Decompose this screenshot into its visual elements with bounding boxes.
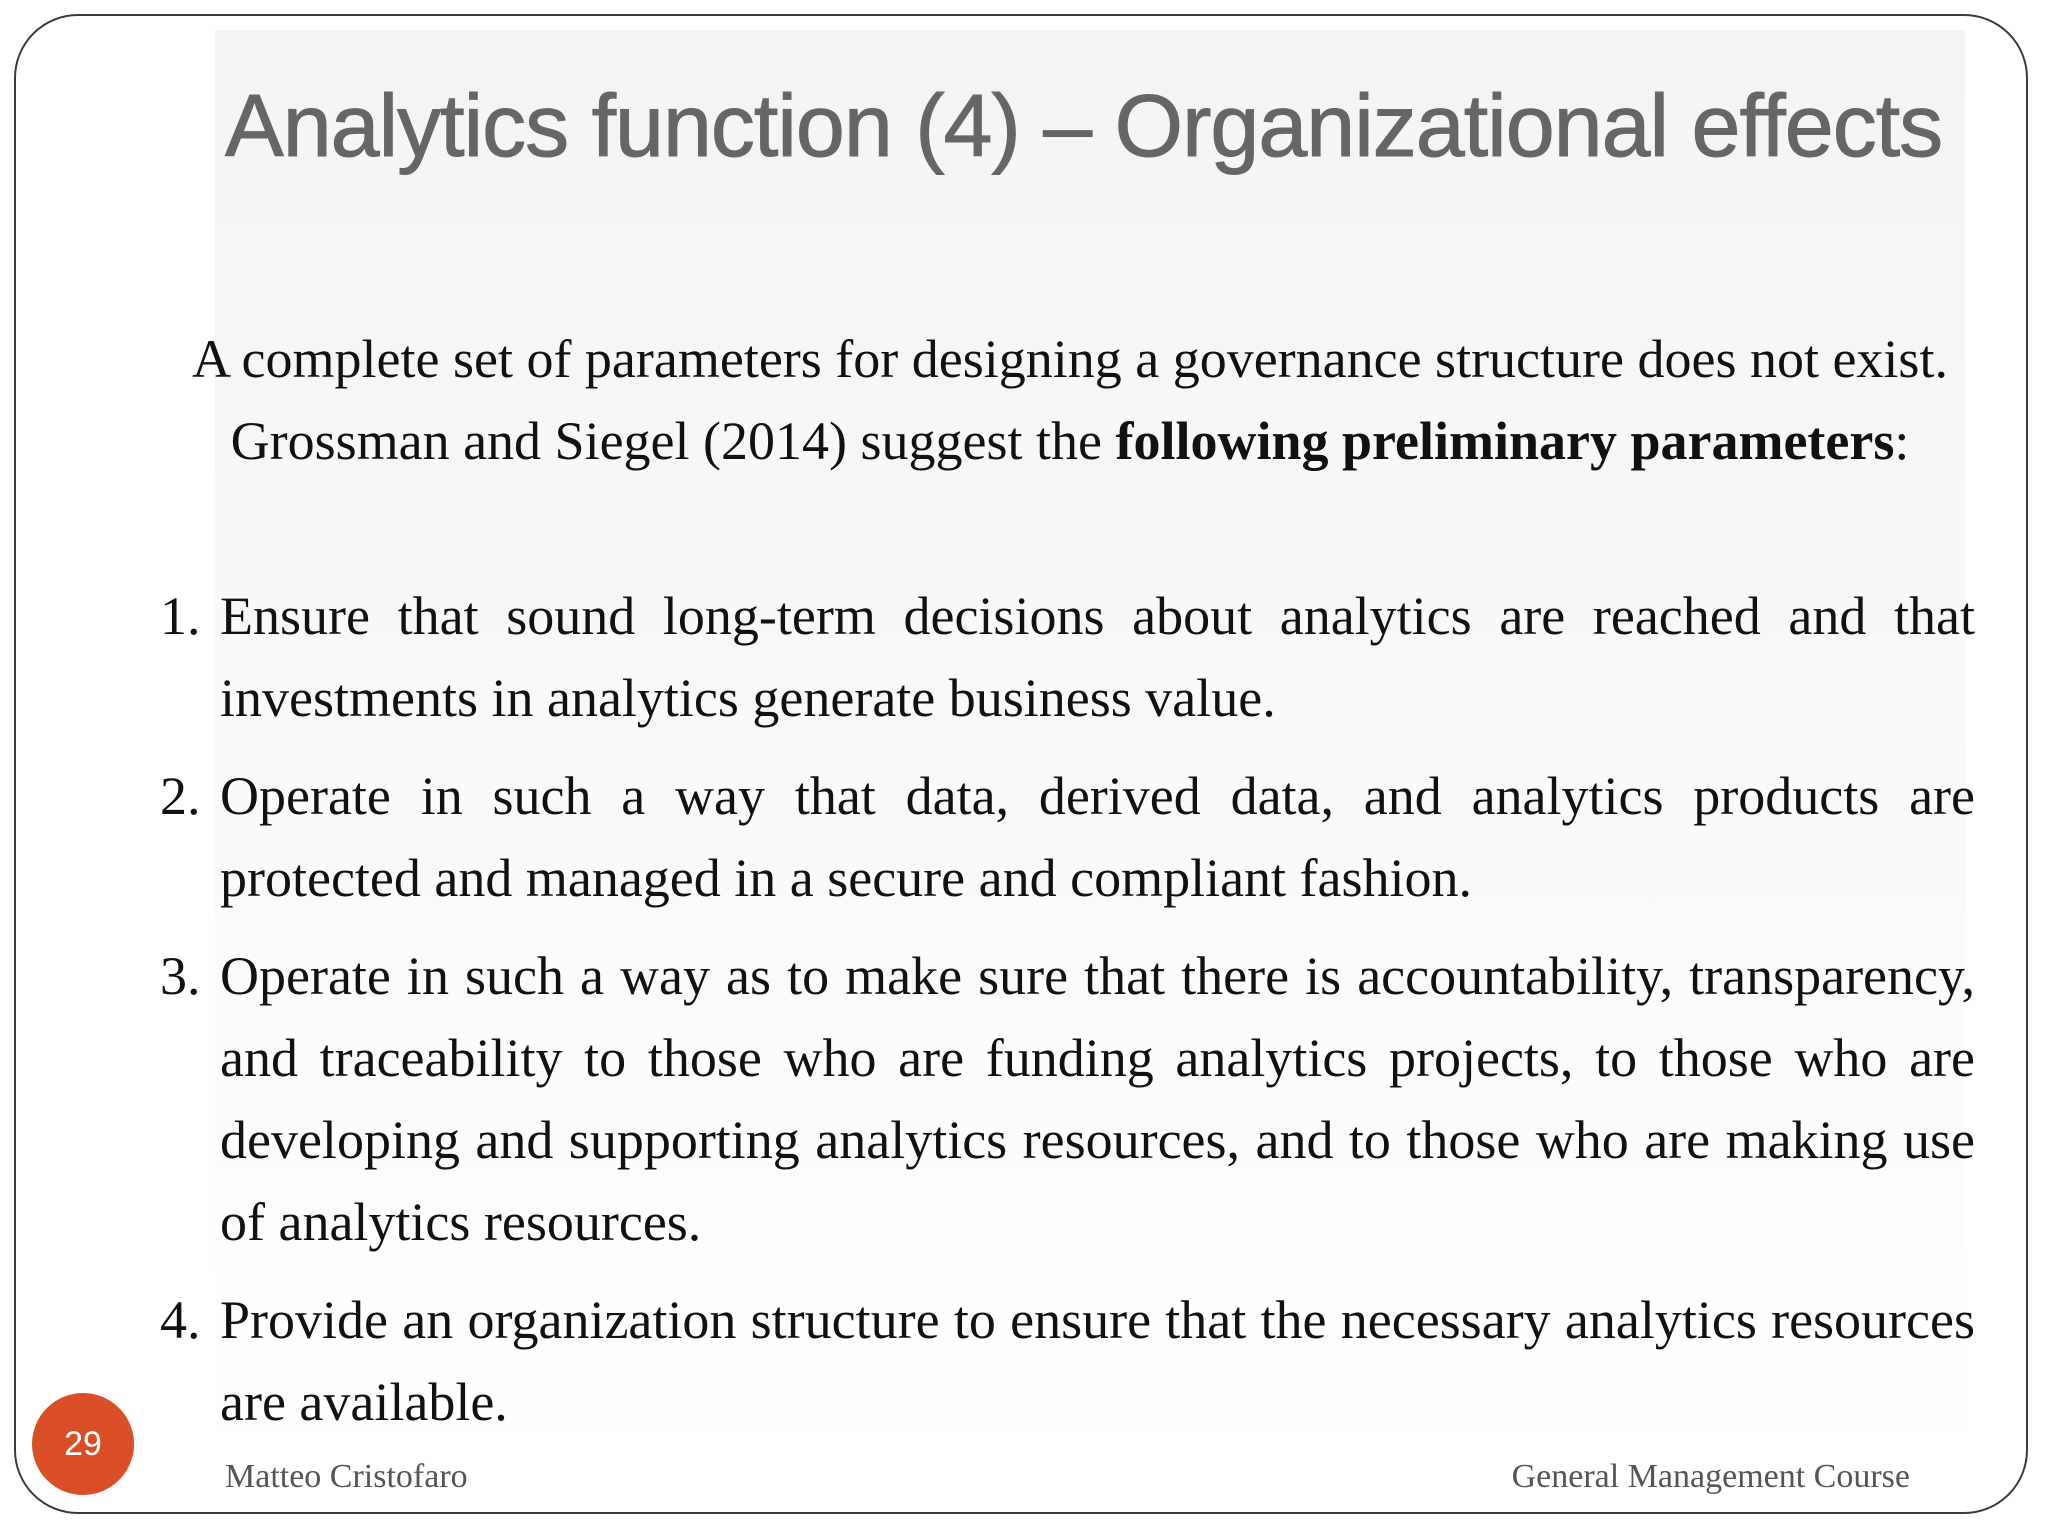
list-item-number: 1. xyxy=(160,586,201,646)
intro-text: A complete set of parameters for designing a governance structure does not exist. Grossman and Siegel (2014) suggest the xyxy=(192,329,1948,471)
list-item-text: Operate in such a way as to make sure that there is accountability, transparency, and traceability to those who are funding analytics projects, to those who are developing and supporting analytics resources, and to those who are making use of analytics resources. xyxy=(220,946,1975,1252)
intro-paragraph xyxy=(170,318,1970,482)
intro-colon: : xyxy=(1894,411,1910,471)
page-number-badge: 29 xyxy=(32,1393,134,1495)
list-item xyxy=(160,935,1975,1263)
footer-author: Matteo Cristofaro xyxy=(225,1458,468,1495)
list-item xyxy=(160,575,1975,739)
list-item xyxy=(160,755,1975,919)
list-item xyxy=(160,1279,1975,1443)
intro-bold-text: following preliminary parameters xyxy=(1115,411,1895,471)
slide-title: Analytics function (4) – Organizational effects xyxy=(225,76,1943,175)
parameters-list xyxy=(160,575,1975,1443)
list-item-text: Operate in such a way that data, derived data, and analytics products are protected and managed in a secure and compliant fashion. xyxy=(220,766,1975,908)
list-item-number: 2. xyxy=(160,766,201,826)
list-item-number: 3. xyxy=(160,946,201,1006)
footer-course: General Management Course xyxy=(1511,1458,1910,1495)
list-item-number: 4. xyxy=(160,1290,201,1350)
list-item-text: Provide an organization structure to ensure that the necessary analytics resources are available. xyxy=(220,1290,1975,1432)
list-item-text: Ensure that sound long-term decisions about analytics are reached and that investments in analytics generate business value. xyxy=(220,586,1975,728)
